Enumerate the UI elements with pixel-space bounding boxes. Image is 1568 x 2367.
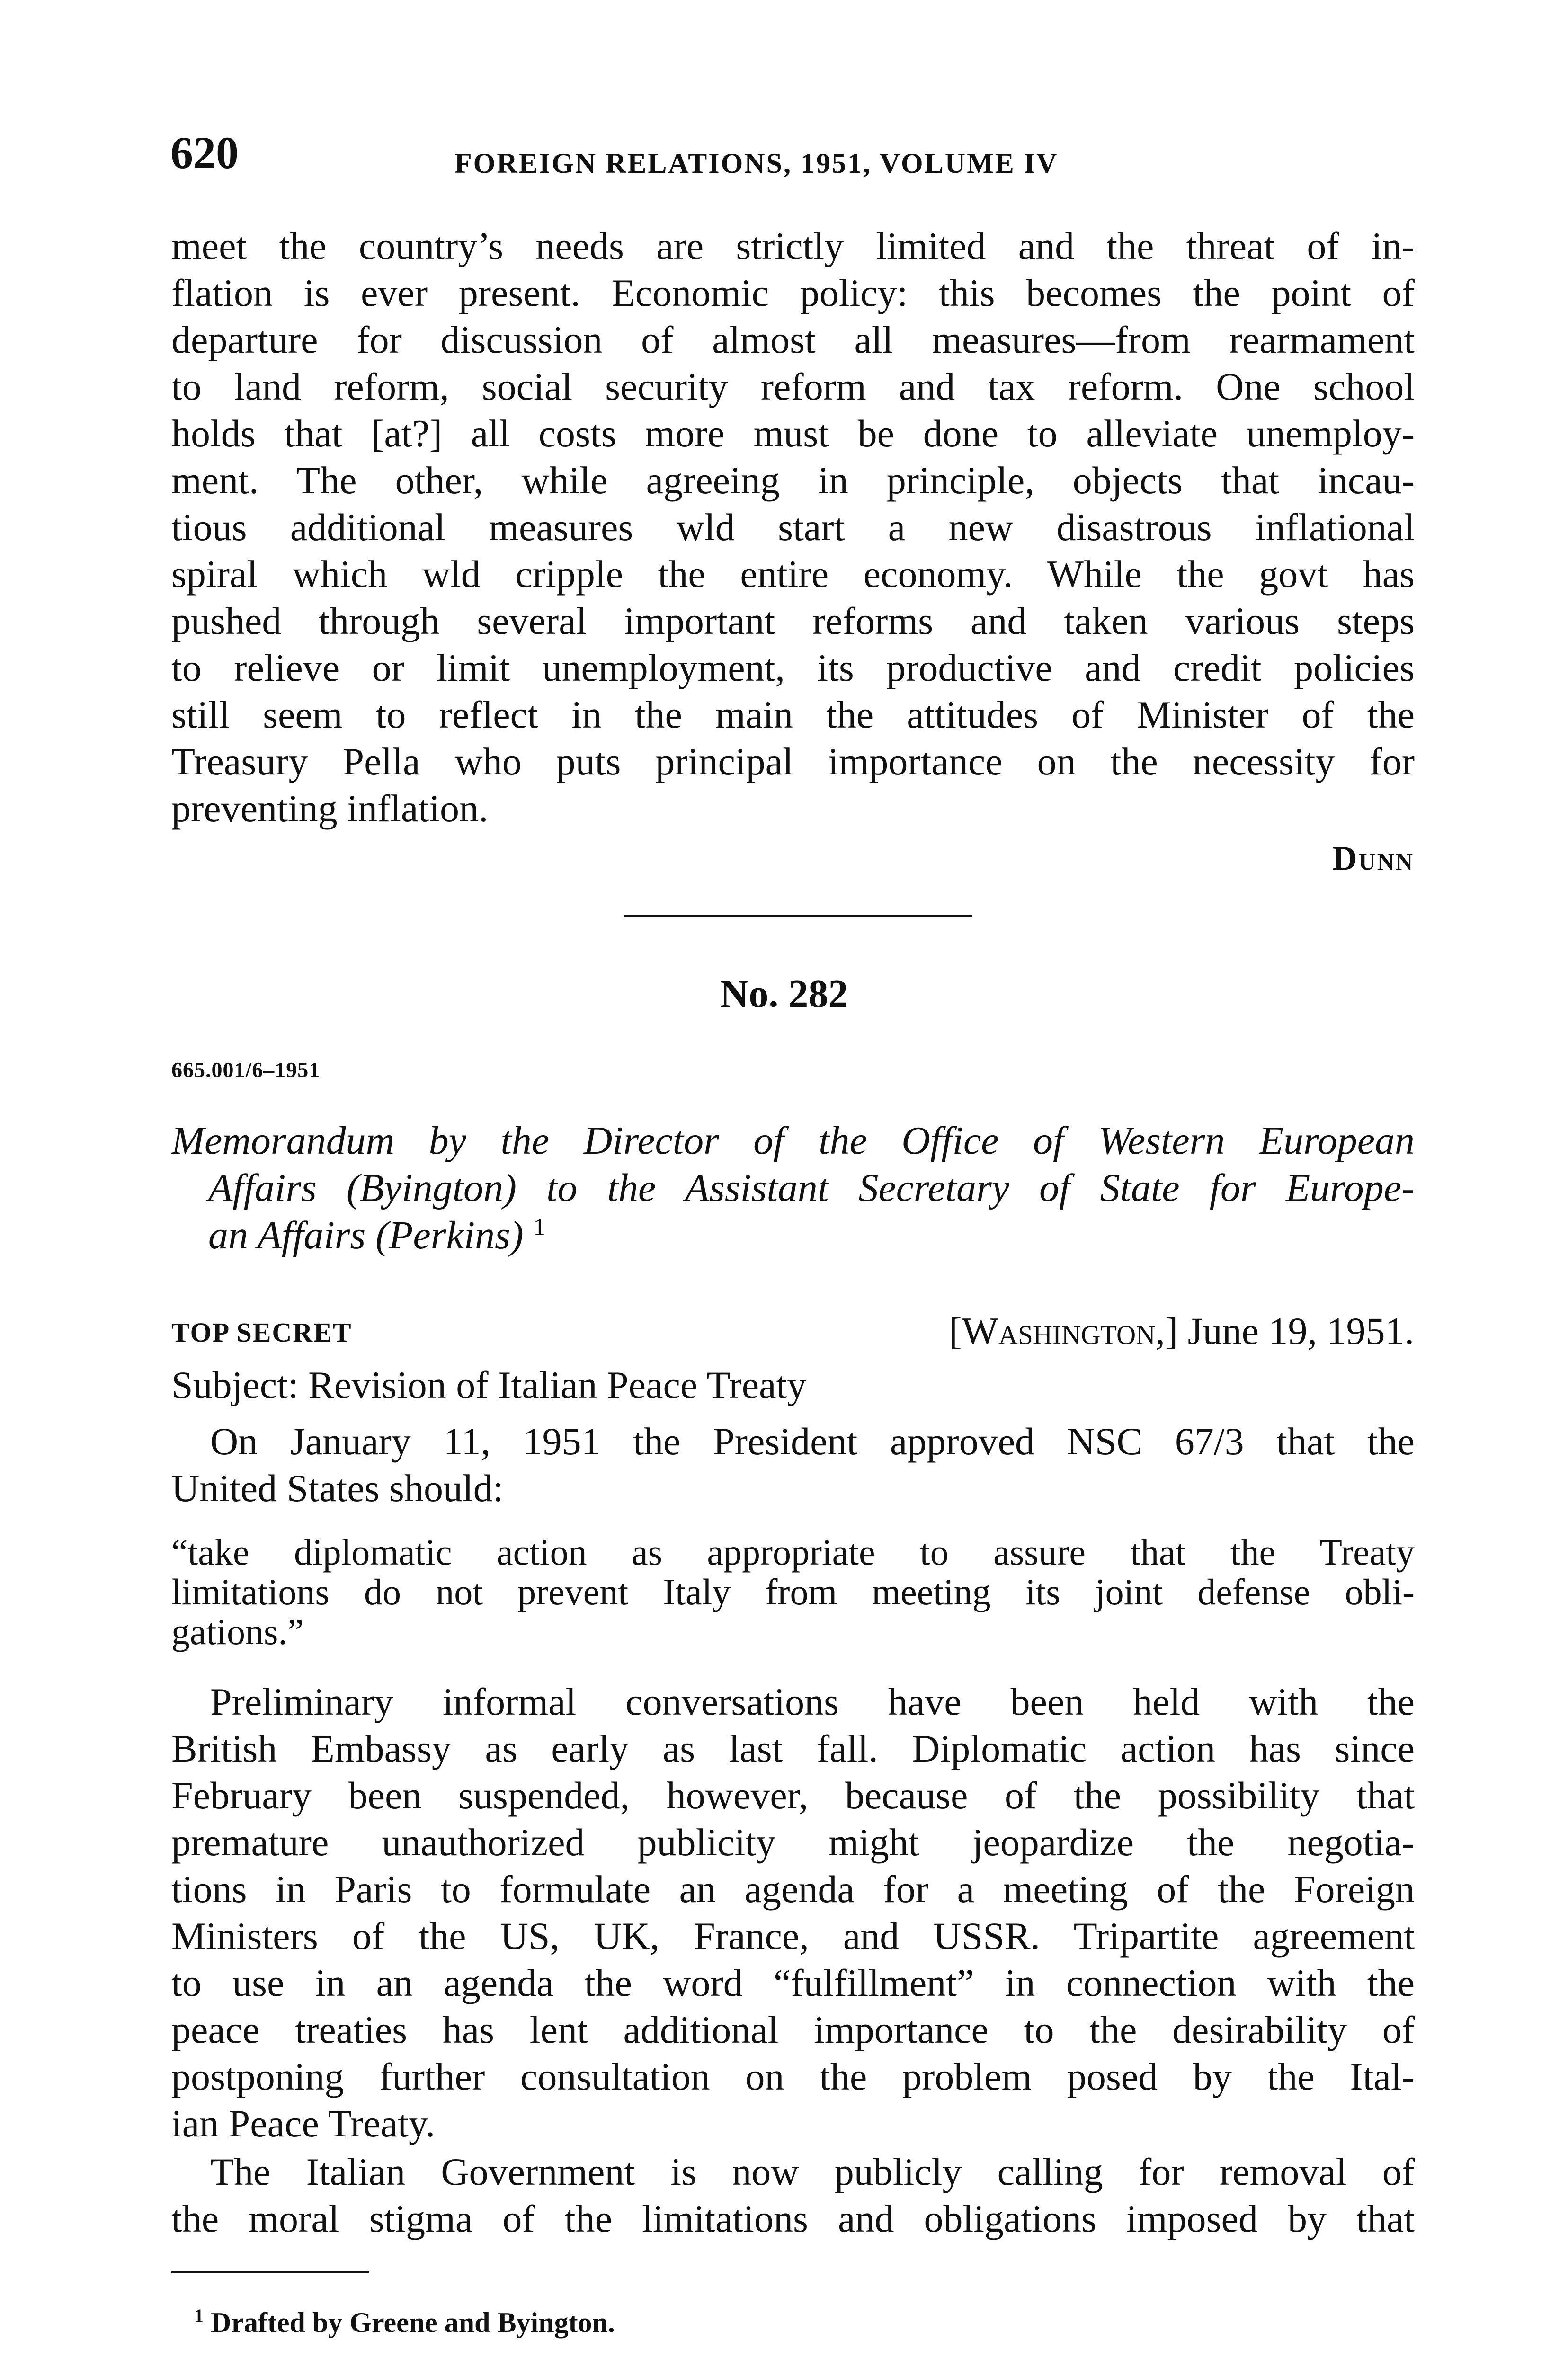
- footnote-reference: 1: [533, 1213, 545, 1240]
- document-number: No. 282: [720, 972, 848, 1016]
- dateline-date: June 19, 1951.: [1187, 1309, 1414, 1353]
- text-line: On January 11, 1951 the President approved NSC 67/3 that the: [210, 1420, 1415, 1463]
- text-line: tious additional measures wld start a new disastrous inflational: [171, 506, 1415, 549]
- footnote: [194, 2305, 615, 2340]
- footnote-divider: [171, 2271, 369, 2273]
- text-line: United States should:: [171, 1467, 504, 1510]
- text-line: still seem to reflect in the main the attitudes of Minister of the: [171, 693, 1415, 736]
- text-line: departure for discussion of almost all measures—from rearmament: [171, 318, 1415, 361]
- text-line: holds that [at?] all costs more must be done to alleviate unemploy-: [171, 412, 1415, 455]
- text-line: flation is ever present. Economic policy: this becomes the point of: [171, 271, 1415, 314]
- text-line: preventing inflation.: [171, 787, 489, 830]
- text-line: to land reform, social security reform and tax reform. One school: [171, 365, 1415, 408]
- quote-line: “take diplomatic action as appropriate to assure that the Treaty: [171, 1531, 1415, 1573]
- text-line: to use in an agenda the word “fulfillment” in connection with the: [171, 1961, 1415, 2004]
- memo-title-line: [208, 1212, 1452, 1259]
- running-head: FOREIGN RELATIONS, 1951, VOLUME IV: [454, 148, 1059, 179]
- dateline-place: [Washington,]: [949, 1309, 1178, 1353]
- section-divider: [624, 915, 972, 917]
- subject-line: Subject: Revision of Italian Peace Treaty: [171, 1363, 807, 1406]
- text-line: British Embassy as early as last fall. Diplomatic action has since: [171, 1727, 1415, 1770]
- text-line: premature unauthorized publicity might jeopardize the negotia-: [171, 1821, 1415, 1864]
- text-line: meet the country’s needs are strictly limited and the threat of in-: [171, 224, 1415, 267]
- text-line: ian Peace Treaty.: [171, 2102, 436, 2145]
- text-line: The Italian Government is now publicly calling for removal of: [210, 2150, 1415, 2193]
- footnote-text: Drafted by Greene and Byington.: [211, 2307, 615, 2338]
- text-line: postponing further consultation on the problem posed by the Ital-: [171, 2055, 1415, 2098]
- quote-line: limitations do not prevent Italy from meeting its joint defense obli-: [171, 1571, 1415, 1612]
- text-line: tions in Paris to formulate an agenda for a meeting of the Foreign: [171, 1868, 1415, 1911]
- text-line: to relieve or limit unemployment, its productive and credit policies: [171, 646, 1415, 689]
- text-line: pushed through several important reforms and taken various steps: [171, 599, 1415, 642]
- quote-line: gations.”: [171, 1611, 304, 1652]
- text-line: the moral stigma of the limitations and obligations imposed by that: [171, 2197, 1415, 2240]
- text-line: February been suspended, however, because of the possibility that: [171, 1774, 1415, 1817]
- text-line: Ministers of the US, UK, France, and USSR. Tripartite agreement: [171, 1914, 1415, 1958]
- page-number: 620: [170, 127, 239, 178]
- text-line: peace treaties has lent additional importance to the desirability of: [171, 2008, 1415, 2051]
- memo-title-text: an Affairs (Perkins): [208, 1213, 524, 1257]
- classification-label: TOP SECRET: [171, 1317, 352, 1348]
- text-line: Treasury Pella who puts principal importance on the necessity for: [171, 740, 1415, 783]
- text-line: spiral which wld cripple the entire economy. While the govt has: [171, 552, 1415, 596]
- signature: Dunn: [1332, 839, 1414, 877]
- file-number: 665.001/6–1951: [171, 1058, 321, 1082]
- text-line: ment. The other, while agreeing in principle, objects that incau-: [171, 459, 1415, 502]
- memo-title-line: Affairs (Byington) to the Assistant Secretary of State for Europe-: [208, 1166, 1415, 1210]
- memo-title-line: Memorandum by the Director of the Office of Western European: [171, 1119, 1415, 1163]
- footnote-mark: 1: [194, 2305, 204, 2326]
- text-line: Preliminary informal conversations have been held with the: [210, 1680, 1415, 1723]
- dateline: [949, 1308, 1414, 1354]
